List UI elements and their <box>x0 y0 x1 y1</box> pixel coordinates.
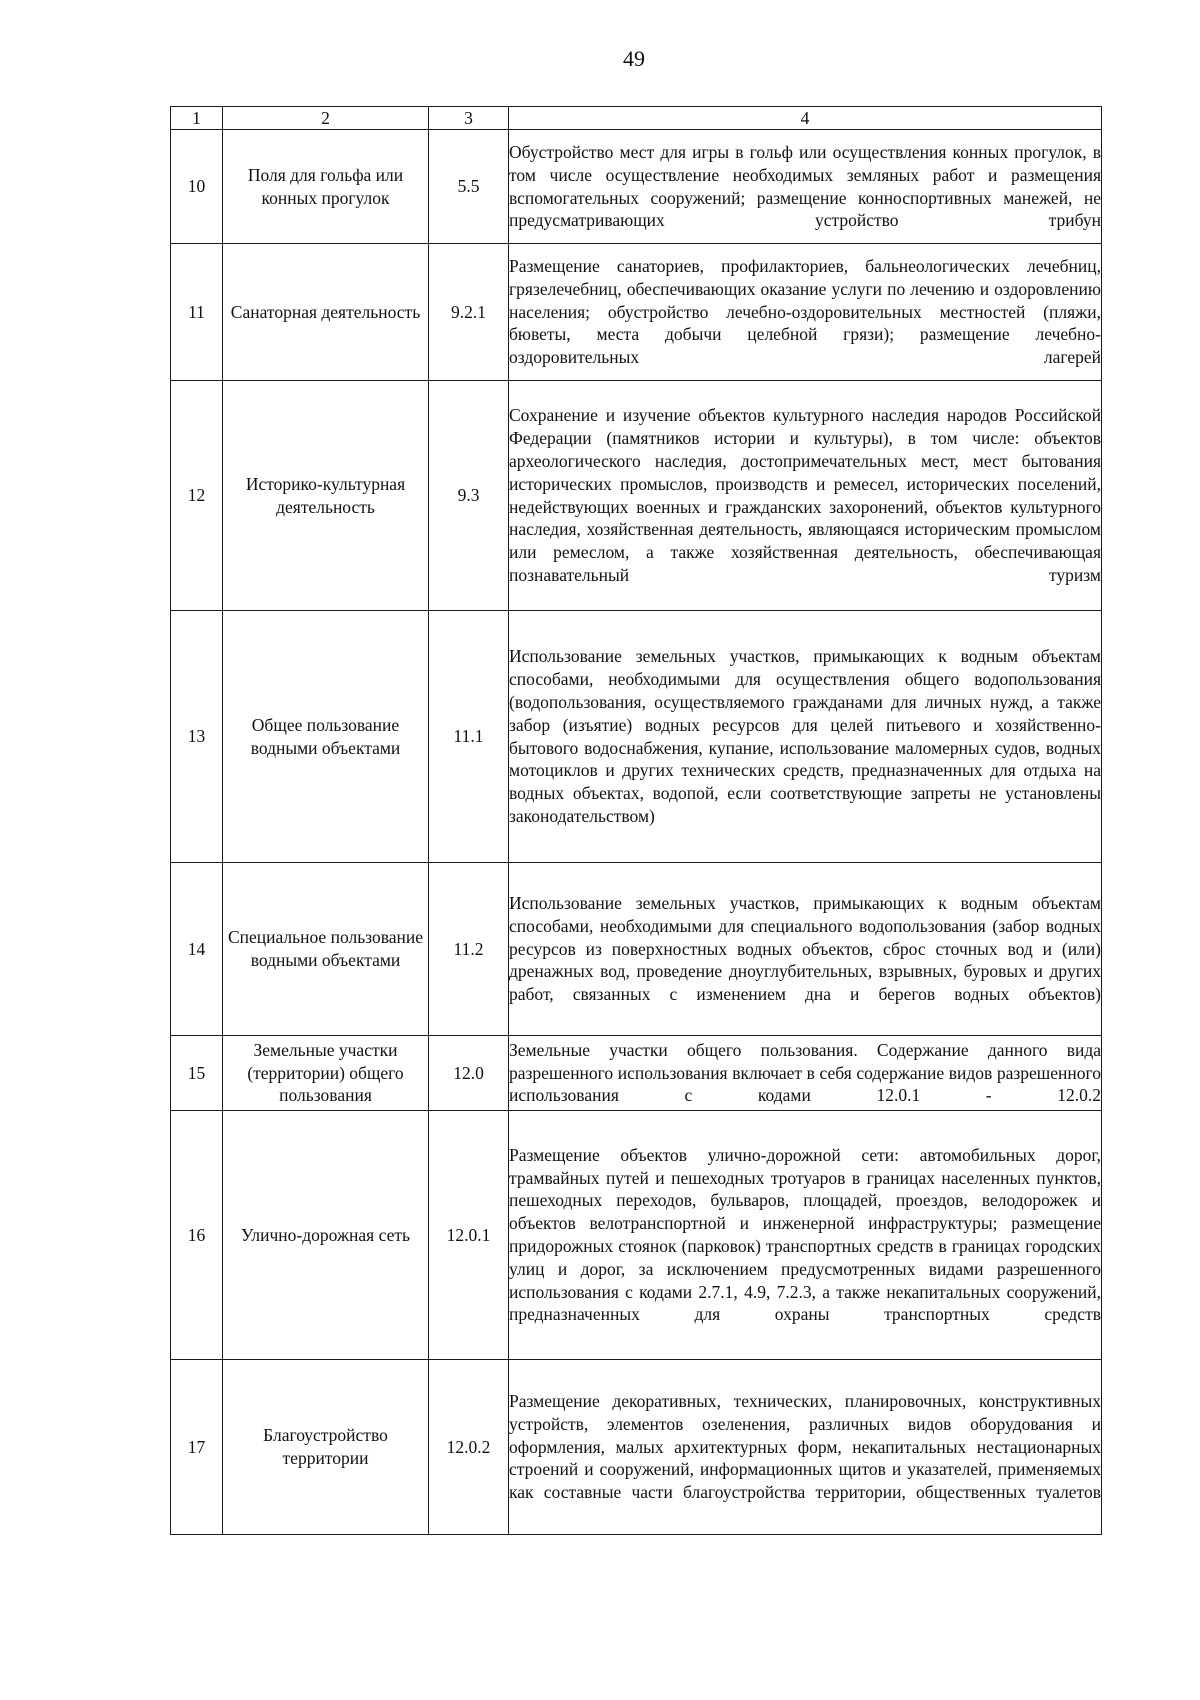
use-type-name: Поля для гольфа или конных прогулок <box>223 130 429 244</box>
use-type-code: 9.2.1 <box>429 244 509 381</box>
use-type-description: Сохранение и изучение объектов культурного наследия народов Российской Федерации (памятников истории и культуры), в том числе: объектов археологического наследия, достопримечательных мест, мест бытования исторических промыслов, производств и ремесел, исторических поселений, недействующих военных и гражданских захоронений, объектов культурного наследия, хозяйственная деятельность, являющаяся историческим промыслом или ремеслом, а также хозяйственная деятельность, обеспечивающая познавательный туризм <box>509 381 1102 611</box>
use-type-name: Улично-дорожная сеть <box>223 1111 429 1360</box>
use-type-code: 12.0 <box>429 1036 509 1111</box>
table-header-row <box>171 107 1102 130</box>
table-row <box>171 130 1102 244</box>
page-number: 49 <box>623 46 645 71</box>
use-type-name: Специальное пользование водными объектами <box>223 863 429 1036</box>
table-row <box>171 381 1102 611</box>
use-type-description: Использование земельных участков, примыкающих к водным объектам способами, необходимыми для специального водопользования (забор водных ресурсов из поверхностных водных объектов, сброс сточных вод и (или) дренажных вод, проведение дноуглубительных, взрывных, буровых и других работ, связанных с изменением дна и берегов водных объектов) <box>509 863 1102 1036</box>
use-type-name: Общее пользование водными объектами <box>223 611 429 863</box>
use-type-code: 12.0.1 <box>429 1111 509 1360</box>
table-row <box>171 611 1102 863</box>
use-type-name: Благоустройство территории <box>223 1360 429 1535</box>
table-row <box>171 244 1102 381</box>
row-number: 13 <box>171 611 223 863</box>
use-type-description: Размещение декоративных, технических, планировочных, конструктивных устройств, элементов озеленения, различных видов оборудования и оформления, малых архитектурных форм, некапитальных нестационарных строений и сооружений, информационных щитов и указателей, применяемых как составные части благоустройства территории, общественных туалетов <box>509 1360 1102 1535</box>
row-number: 11 <box>171 244 223 381</box>
land-use-table <box>170 106 1102 1535</box>
table-row <box>171 863 1102 1036</box>
header-col-4: 4 <box>509 107 1102 130</box>
use-type-description: Размещение объектов улично-дорожной сети: автомобильных дорог, трамвайных путей и пешеходных тротуаров в границах населенных пунктов, пешеходных переходов, бульваров, площадей, проездов, велодорожек и объектов велотранспортной и инженерной инфраструктуры; размещение придорожных стоянок (парковок) транспортных средств в границах городских улиц и дорог, за исключением предусмотренных видами разрешенного использования с кодами 2.7.1, 4.9, 7.2.3, а также некапитальных сооружений, предназначенных для охраны транспортных средств <box>509 1111 1102 1360</box>
use-type-code: 12.0.2 <box>429 1360 509 1535</box>
use-type-name: Санаторная деятельность <box>223 244 429 381</box>
use-type-name: Земельные участки (территории) общего пользования <box>223 1036 429 1111</box>
row-number: 15 <box>171 1036 223 1111</box>
table-row <box>171 1360 1102 1535</box>
header-col-3: 3 <box>429 107 509 130</box>
use-type-description: Использование земельных участков, примыкающих к водным объектам способами, необходимыми для осуществления общего водопользования (водопользования, осуществляемого гражданами для личных нужд, а также забор (изъятие) водных ресурсов для целей питьевого и хозяйственно-бытового водоснабжения, купание, использование маломерных судов, водных мотоциклов и других технических средств, предназначенных для отдыха на водных объектах, водопой, если соответствующие запреты не установлены законодательством) <box>509 611 1102 863</box>
row-number: 10 <box>171 130 223 244</box>
use-type-code: 11.2 <box>429 863 509 1036</box>
header-col-2: 2 <box>223 107 429 130</box>
use-type-description: Обустройство мест для игры в гольф или осуществления конных прогулок, в том числе осуществление необходимых земляных работ и размещения вспомогательных сооружений; размещение конноспортивных манежей, не предусматривающих устройство трибун <box>509 130 1102 244</box>
use-type-description: Размещение санаториев, профилакториев, бальнеологических лечебниц, грязелечебниц, обеспечивающих оказание услуги по лечению и оздоровлению населения; обустройство лечебно-оздоровительных местностей (пляжи, бюветы, места добычи целебной грязи); размещение лечебно-оздоровительных лагерей <box>509 244 1102 381</box>
row-number: 14 <box>171 863 223 1036</box>
row-number: 16 <box>171 1111 223 1360</box>
use-type-code: 11.1 <box>429 611 509 863</box>
table-row <box>171 1036 1102 1111</box>
use-type-description: Земельные участки общего пользования. Содержание данного вида разрешенного использования включает в себя содержание видов разрешенного использования с кодами 12.0.1 - 12.0.2 <box>509 1036 1102 1111</box>
use-type-code: 5.5 <box>429 130 509 244</box>
use-type-code: 9.3 <box>429 381 509 611</box>
table-row <box>171 1111 1102 1360</box>
header-col-1: 1 <box>171 107 223 130</box>
row-number: 12 <box>171 381 223 611</box>
row-number: 17 <box>171 1360 223 1535</box>
use-type-name: Историко-культурная деятельность <box>223 381 429 611</box>
